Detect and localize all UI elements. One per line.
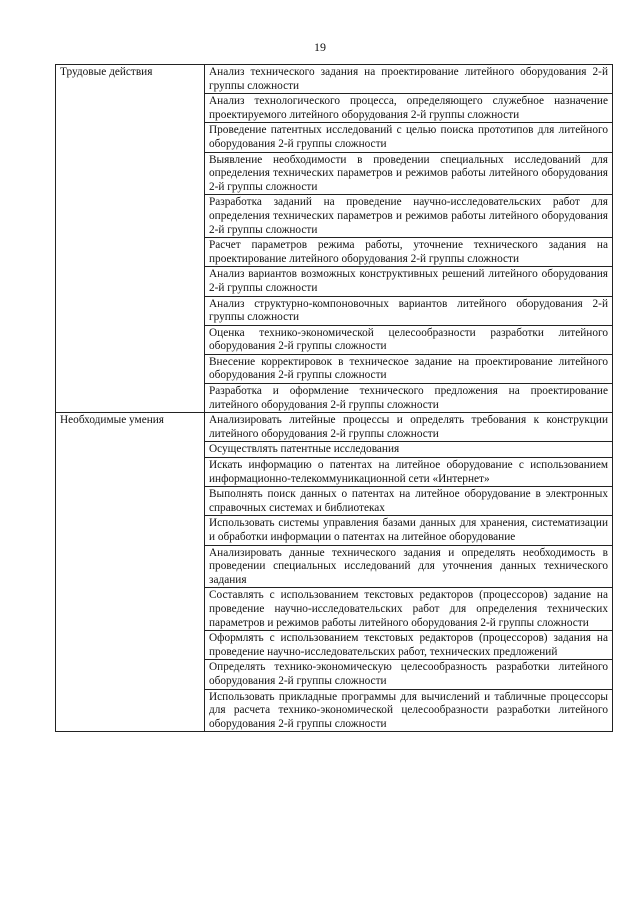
item-text: Использовать системы управления базами данных для хранения, систематизации и обработки информации о патентах на литейное оборудование: [209, 517, 608, 543]
item-text: Разработка заданий на проведение научно-исследовательских работ для определения технических параметров и режимов работы литейного оборудования 2-й группы сложности: [209, 196, 608, 236]
item-text: Проведение патентных исследований с целью поиска прототипов для литейного оборудования 2-й группы сложности: [209, 124, 608, 150]
table-cell-item: [205, 325, 613, 354]
page-number: 19: [314, 40, 326, 54]
item-text: Искать информацию о патентах на литейное оборудование с использованием информационно-телекоммуникационной сети «Интернет»: [209, 459, 608, 485]
item-text: Оформлять с использованием текстовых редакторов (процессоров) задания на проведение научно-исследовательских работ, технических предложений: [209, 632, 608, 658]
requirements-table-body: [56, 65, 613, 732]
item-text: Анализ структурно-компоновочных вариантов литейного оборудования 2-й группы сложности: [209, 297, 608, 324]
table-cell-item: [205, 267, 613, 296]
item-text: Расчет параметров режима работы, уточнение технического задания на проектирование литейного оборудования 2-й группы сложности: [209, 239, 608, 265]
item-text: Анализировать данные технического задания и определять необходимость в проведении специальных исследований для уточнения данных технического задания: [209, 546, 608, 586]
requirements-table: [55, 64, 613, 732]
table-cell-item: [205, 195, 613, 238]
table-cell-item: [205, 689, 613, 732]
table-cell-item: [205, 65, 613, 94]
table-cell-item: [205, 487, 613, 516]
item-text: Выполнять поиск данных о патентах на литейное оборудование в электронных справочных системах и библиотеках: [209, 488, 608, 514]
item-text: Составлять с использованием текстовых редакторов (процессоров) задание на проведение научно-исследовательских работ для определения технических параметров и режимов работы литейного оборудования 2-й группы сложности: [209, 589, 608, 629]
table-cell-item: [205, 545, 613, 588]
table-cell-item: [205, 238, 613, 267]
table-cell-item: [205, 458, 613, 487]
item-text: Анализировать литейные процессы и определять требования к конструкции литейного оборудования 2-й группы сложности: [209, 414, 608, 440]
item-text: Использовать прикладные программы для вычислений и табличные процессоры для расчета технико-экономической целесообразности разработки литейного оборудования 2-й группы сложности: [209, 690, 608, 730]
item-text: Внесение корректировок в техническое задание на проектирование литейного оборудования 2-й группы сложности: [209, 355, 608, 382]
item-text: Анализ технического задания на проектирование литейного оборудования 2-й группы сложности: [209, 66, 608, 92]
item-text: Выявление необходимости в проведении специальных исследований для определения технических параметров и режимов работы литейного оборудования 2-й группы сложности: [209, 153, 608, 193]
item-text: Оценка технико-экономической целесообразности разработки литейного оборудования 2-й группы сложности: [209, 326, 608, 353]
item-text: Анализ технологического процесса, определяющего служебное назначение проектируемого литейного оборудования 2-й группы сложности: [209, 95, 608, 121]
table-cell-item: [205, 94, 613, 123]
table-cell-item: [205, 660, 613, 689]
table-row: [56, 413, 613, 442]
item-text: Определять технико-экономическую целесообразность разработки литейного оборудования 2-й группы сложности: [209, 661, 608, 687]
table-cell-item: [205, 384, 613, 413]
table-cell-item: [205, 413, 613, 442]
item-text: Анализ вариантов возможных конструктивных решений литейного оборудования 2-й группы сложности: [209, 268, 608, 294]
item-text: Разработка и оформление технического предложения на проектирование литейного оборудования 2-й группы сложности: [209, 385, 608, 411]
table-cell-item: [205, 631, 613, 660]
table-cell-item: [205, 152, 613, 195]
table-cell-item: [205, 354, 613, 383]
section-heading: Трудовые действия: [56, 65, 205, 413]
table-cell-item: [205, 588, 613, 631]
table-cell-item: [205, 516, 613, 545]
section-heading: Необходимые умения: [56, 413, 205, 732]
table-cell-item: [205, 123, 613, 152]
item-text: Осуществлять патентные исследования: [209, 443, 400, 456]
table-row: [56, 65, 613, 94]
table-cell-item: [205, 296, 613, 325]
table-cell-item: [205, 442, 613, 458]
